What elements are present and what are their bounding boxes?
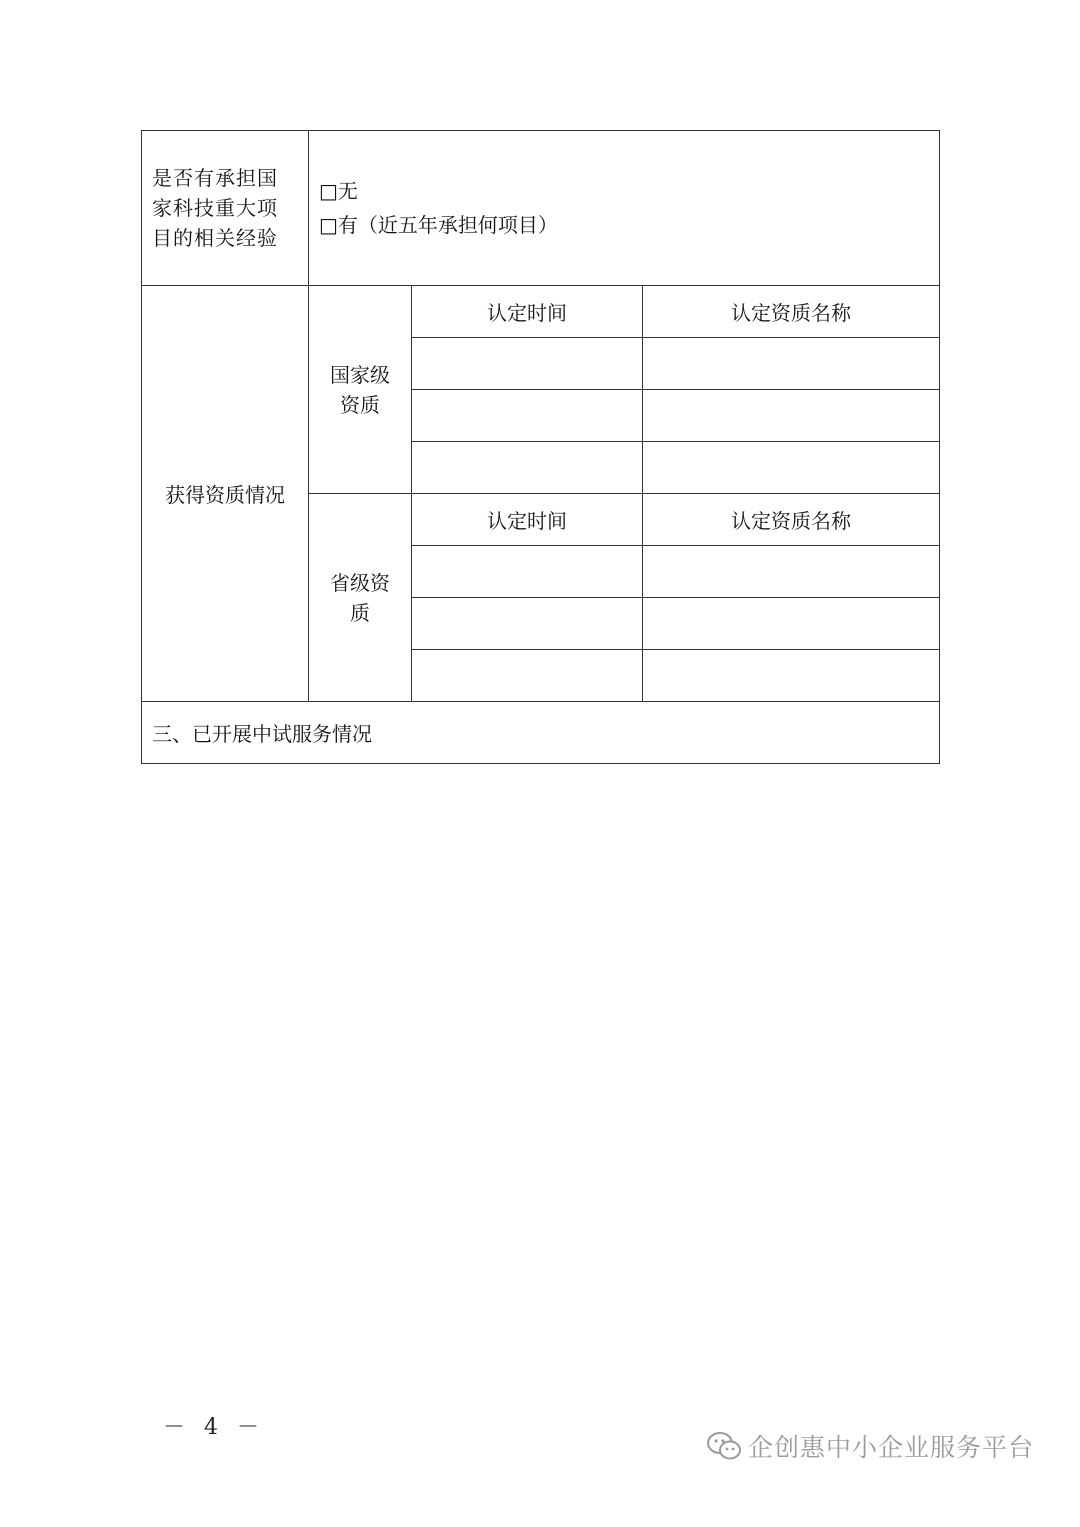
- provincial-label-line: 质: [350, 600, 370, 625]
- provincial-name-input-cell[interactable]: [643, 598, 940, 650]
- national-name-input-cell[interactable]: [643, 338, 940, 390]
- experience-row: [142, 131, 940, 286]
- provincial-time-input-cell[interactable]: [412, 650, 643, 702]
- application-form-table: [141, 130, 940, 764]
- experience-label: [142, 131, 309, 286]
- provincial-col-name-header: 认定资质名称: [643, 494, 940, 546]
- national-time-input-cell[interactable]: [412, 338, 643, 390]
- provincial-col-time-header: 认定时间: [412, 494, 643, 546]
- page-number: － 4 －: [163, 1415, 265, 1440]
- national-label: [309, 286, 412, 494]
- experience-label-line: 是否有承担国: [152, 166, 278, 190]
- provincial-name-input-cell[interactable]: [643, 650, 940, 702]
- option-yes-checkbox[interactable]: □有（近五年承担何项目）: [319, 213, 558, 237]
- national-name-input-cell[interactable]: [643, 442, 940, 494]
- wechat-icon: [706, 1431, 744, 1461]
- provincial-label-line: 省级资: [330, 570, 390, 595]
- national-col-name-header: 认定资质名称: [643, 286, 940, 338]
- section3-row: [142, 702, 940, 764]
- watermark-text: 企创惠中小企业服务平台: [748, 1433, 1035, 1462]
- national-col-time-header: 认定时间: [412, 286, 643, 338]
- national-time-input-cell[interactable]: [412, 442, 643, 494]
- qualification-label: 获得资质情况: [142, 286, 309, 702]
- national-label-line: 国家级: [330, 362, 390, 387]
- provincial-time-input-cell[interactable]: [412, 598, 643, 650]
- national-label-line: 资质: [340, 392, 380, 417]
- national-time-input-cell[interactable]: [412, 390, 643, 442]
- national-name-input-cell[interactable]: [643, 390, 940, 442]
- national-header-row: [142, 286, 940, 338]
- provincial-time-input-cell[interactable]: [412, 546, 643, 598]
- experience-label-line: 家科技重大项: [152, 196, 278, 220]
- option-none-checkbox[interactable]: □无: [319, 179, 358, 203]
- provincial-name-input-cell[interactable]: [643, 546, 940, 598]
- watermark: [706, 1428, 1034, 1464]
- section3-title: 三、已开展中试服务情况: [142, 702, 940, 764]
- provincial-label: [309, 494, 412, 702]
- experience-label-line: 目的相关经验: [152, 226, 278, 250]
- experience-options-cell: [309, 131, 940, 286]
